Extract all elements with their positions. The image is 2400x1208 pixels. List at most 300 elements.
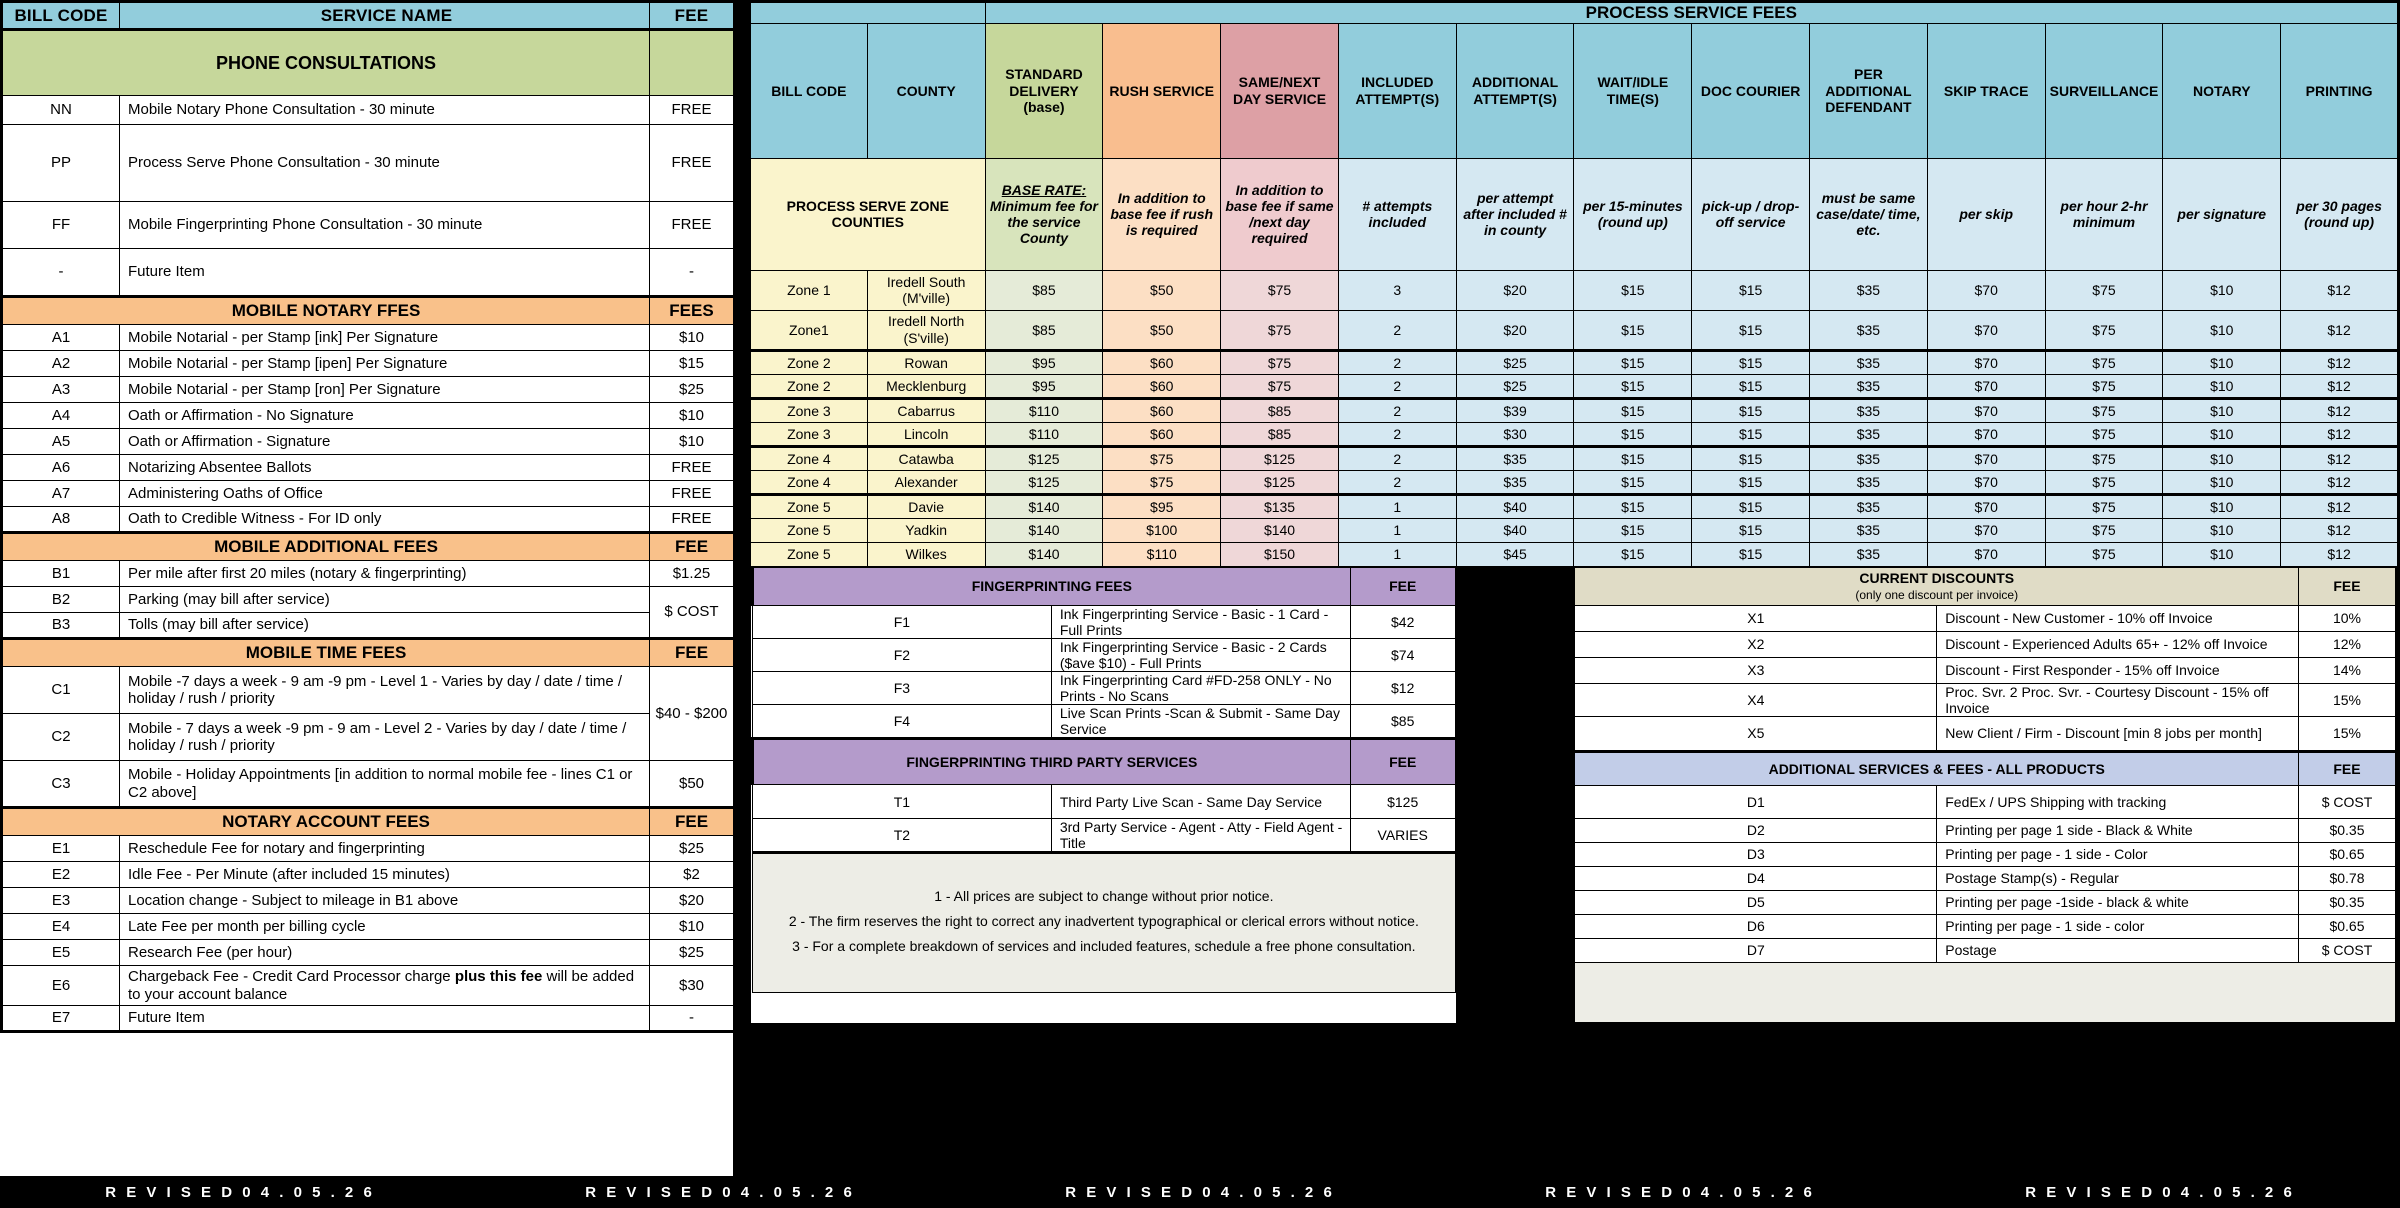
- section-title: PHONE CONSULTATIONS: [2, 30, 650, 96]
- section-header-row: [2, 297, 735, 325]
- zone-standard: $125: [985, 470, 1103, 494]
- row-name: Ink Fingerprinting Service - Basic - 2 Cards ($ave $10) - Full Prints: [1051, 638, 1350, 671]
- row-bill-code: -: [2, 249, 120, 297]
- col-service-name: SERVICE NAME: [120, 2, 650, 30]
- zone-per-defendant: $35: [1810, 398, 1928, 422]
- left-header-row: [2, 2, 735, 30]
- zone-skip-trace: $70: [1927, 470, 2045, 494]
- zone-additional-attempt: $20: [1456, 270, 1574, 310]
- col-header: STANDARD DELIVERY (base): [985, 23, 1103, 158]
- zone-same-next: $125: [1221, 470, 1339, 494]
- col-subheader: per hour 2-hr minimum: [2045, 158, 2163, 270]
- row-fee: $10: [650, 403, 735, 429]
- zone-code: Zone 5: [750, 518, 868, 542]
- zone-row: [750, 310, 2399, 350]
- zone-wait-time: $15: [1574, 310, 1692, 350]
- zone-printing: $12: [2281, 398, 2399, 422]
- left-services-panel: [0, 0, 733, 1176]
- revision-label: R E V I S E D 0 4 . 0 5 . 2 6: [1545, 1183, 1815, 1201]
- additional-service-row: [1575, 818, 2397, 842]
- zone-printing: $12: [2281, 518, 2399, 542]
- col-header: DOC COURIER: [1692, 23, 1810, 158]
- row-service-name: Mobile - 7 days a week -9 pm - 9 am - Level 2 - Varies by day / date / time / holiday / rush / priority: [120, 714, 650, 761]
- row-code: D1: [1575, 785, 1937, 818]
- row-service-name: Future Item: [120, 1006, 650, 1032]
- table-row: [2, 714, 735, 761]
- zone-additional-attempt: $25: [1456, 374, 1574, 398]
- discount-row: [1575, 605, 2397, 631]
- divider: [1456, 566, 1574, 1024]
- col-subheader: per skip: [1927, 158, 2045, 270]
- row-name: Printing per page -1side - black & white: [1937, 890, 2299, 914]
- row-code: F1: [753, 605, 1052, 638]
- table-row: [2, 966, 735, 1006]
- zone-per-defendant: $35: [1810, 350, 1928, 374]
- zone-county: Davie: [867, 494, 985, 518]
- zone-notary: $10: [2163, 310, 2281, 350]
- row-bill-code: E7: [2, 1006, 120, 1032]
- zone-included-attempts: 2: [1338, 422, 1456, 446]
- row-service-name: Future Item: [120, 249, 650, 297]
- row-code: X1: [1575, 605, 1937, 631]
- zone-per-defendant: $35: [1810, 422, 1928, 446]
- row-code: D2: [1575, 818, 1937, 842]
- zone-doc-courier: $15: [1692, 422, 1810, 446]
- zone-printing: $12: [2281, 470, 2399, 494]
- table-row: [2, 888, 735, 914]
- row-name: 3rd Party Service - Agent - Atty - Field Agent - Title: [1051, 819, 1350, 853]
- zone-per-defendant: $35: [1810, 374, 1928, 398]
- row-service-name: Process Serve Phone Consultation - 30 minute: [120, 125, 650, 202]
- row-service-name: Late Fee per month per billing cycle: [120, 914, 650, 940]
- zone-same-next: $125: [1221, 446, 1339, 470]
- row-service-name: Administering Oaths of Office: [120, 481, 650, 507]
- zone-row: [750, 494, 2399, 518]
- row-fee: FREE: [650, 125, 735, 202]
- fingerprinting-fee-label: FEE: [1350, 567, 1455, 605]
- col-subheader: pick-up / drop-off service: [1692, 158, 1810, 270]
- row-name: FedEx / UPS Shipping with tracking: [1937, 785, 2299, 818]
- zone-county: Iredell South (M'ville): [867, 270, 985, 310]
- row-fee: -: [650, 249, 735, 297]
- row-code: D4: [1575, 866, 1937, 890]
- row-fee: $25: [650, 940, 735, 966]
- zone-printing: $12: [2281, 446, 2399, 470]
- zone-printing: $12: [2281, 494, 2399, 518]
- zone-rush: $60: [1103, 422, 1221, 446]
- row-code: F3: [753, 671, 1052, 704]
- zone-skip-trace: $70: [1927, 398, 2045, 422]
- row-bill-code: A5: [2, 429, 120, 455]
- zone-surveillance: $75: [2045, 470, 2163, 494]
- notes-block: [753, 853, 1456, 993]
- zone-rush: $75: [1103, 446, 1221, 470]
- row-name: Live Scan Prints -Scan & Submit - Same Day Service: [1051, 705, 1350, 739]
- row-fee: $0.65: [2299, 914, 2397, 938]
- row-fee: $0.65: [2299, 842, 2397, 866]
- discounts-title: CURRENT DISCOUNTS (only one discount per invoice): [1575, 567, 2299, 605]
- zone-notary: $10: [2163, 494, 2281, 518]
- row-service-name: Tolls (may bill after service): [120, 613, 650, 639]
- zone-doc-courier: $15: [1692, 270, 1810, 310]
- zone-wait-time: $15: [1574, 518, 1692, 542]
- zone-rush: $75: [1103, 470, 1221, 494]
- filler: [1575, 962, 2397, 1022]
- row-service-name: Chargeback Fee - Credit Card Processor charge plus this fee will be added to your account balance: [120, 966, 650, 1006]
- third-party-header: [753, 739, 1456, 785]
- row-name: Printing per page 1 side - Black & White: [1937, 818, 2299, 842]
- additional-service-row: [1575, 866, 2397, 890]
- row-fee: $74: [1350, 638, 1455, 671]
- discount-row: [1575, 631, 2397, 657]
- row-code: D3: [1575, 842, 1937, 866]
- row-fee: $12: [1350, 671, 1455, 704]
- col-subheader: per 15-minutes (round up): [1574, 158, 1692, 270]
- zone-county: Wilkes: [867, 542, 985, 566]
- row-name: Discount - New Customer - 10% off Invoice: [1937, 605, 2299, 631]
- row-service-name: Mobile -7 days a week - 9 am -9 pm - Level 1 - Varies by day / date / time / holiday / rush / priority: [120, 667, 650, 714]
- zone-county: Iredell North (S'ville): [867, 310, 985, 350]
- row-bill-code: B3: [2, 613, 120, 639]
- zone-rush: $60: [1103, 350, 1221, 374]
- zone-code: Zone 3: [750, 422, 868, 446]
- table-row: [2, 202, 735, 249]
- zone-wait-time: $15: [1574, 374, 1692, 398]
- row-name: Third Party Live Scan - Same Day Service: [1051, 785, 1350, 819]
- revision-label: R E V I S E D 0 4 . 0 5 . 2 6: [1065, 1183, 1335, 1201]
- zone-included-attempts: 2: [1338, 374, 1456, 398]
- zone-wait-time: $15: [1574, 350, 1692, 374]
- zone-code: Zone 2: [750, 350, 868, 374]
- zone-skip-trace: $70: [1927, 310, 2045, 350]
- table-row: [2, 455, 735, 481]
- row-fee: 14%: [2299, 657, 2397, 683]
- zone-code: Zone 2: [750, 374, 868, 398]
- lower-left-cell: [750, 566, 1457, 1024]
- zone-surveillance: $75: [2045, 518, 2163, 542]
- zone-included-attempts: 3: [1338, 270, 1456, 310]
- zone-row: [750, 398, 2399, 422]
- zone-doc-courier: $15: [1692, 446, 1810, 470]
- row-code: T2: [753, 819, 1052, 853]
- third-party-row: [753, 785, 1456, 819]
- zone-notary: $10: [2163, 518, 2281, 542]
- left-services-table: [0, 0, 736, 1033]
- fingerprinting-table: [751, 567, 1456, 994]
- column-header-row: [750, 23, 2399, 158]
- zone-skip-trace: $70: [1927, 270, 2045, 310]
- zone-same-next: $75: [1221, 310, 1339, 350]
- zone-skip-trace: $70: [1927, 518, 2045, 542]
- row-code: T1: [753, 785, 1052, 819]
- zone-same-next: $85: [1221, 422, 1339, 446]
- zone-row: [750, 422, 2399, 446]
- zone-surveillance: $75: [2045, 270, 2163, 310]
- zone-notary: $10: [2163, 542, 2281, 566]
- zone-printing: $12: [2281, 542, 2399, 566]
- row-fee: $42: [1350, 605, 1455, 638]
- row-fee: FREE: [650, 455, 735, 481]
- zone-additional-attempt: $30: [1456, 422, 1574, 446]
- zone-wait-time: $15: [1574, 542, 1692, 566]
- zone-included-attempts: 2: [1338, 310, 1456, 350]
- col-header: SKIP TRACE: [1927, 23, 2045, 158]
- zone-row: [750, 518, 2399, 542]
- zone-county: Rowan: [867, 350, 985, 374]
- discount-row: [1575, 716, 2397, 751]
- col-header: SURVEILLANCE: [2045, 23, 2163, 158]
- zone-additional-attempt: $39: [1456, 398, 1574, 422]
- zone-code: Zone 4: [750, 446, 868, 470]
- process-service-table: [748, 0, 2400, 1026]
- process-service-banner: PROCESS SERVICE FEES: [985, 2, 2398, 24]
- zone-included-attempts: 2: [1338, 398, 1456, 422]
- discounts-table: [1574, 567, 2398, 1023]
- zone-standard: $85: [985, 270, 1103, 310]
- row-name: Ink Fingerprinting Card #FD-258 ONLY - No Prints - No Scans: [1051, 671, 1350, 704]
- row-service-name: Mobile Notarial - per Stamp [ron] Per Signature: [120, 377, 650, 403]
- section-header-row: [2, 533, 735, 561]
- row-code: X2: [1575, 631, 1937, 657]
- col-header: INCLUDED ATTEMPT(S): [1338, 23, 1456, 158]
- row-bill-code: B2: [2, 587, 120, 613]
- zone-included-attempts: 1: [1338, 518, 1456, 542]
- zone-doc-courier: $15: [1692, 518, 1810, 542]
- row-fee: $10: [650, 429, 735, 455]
- zone-included-attempts: 2: [1338, 470, 1456, 494]
- section-fee-label: FEE: [650, 808, 735, 836]
- lower-right-cell: [1574, 566, 2399, 1024]
- row-name: Ink Fingerprinting Service - Basic - 1 Card - Full Prints: [1051, 605, 1350, 638]
- zone-skip-trace: $70: [1927, 350, 2045, 374]
- zone-row: [750, 470, 2399, 494]
- row-bill-code: A7: [2, 481, 120, 507]
- zone-rush: $110: [1103, 542, 1221, 566]
- row-fee: $25: [650, 836, 735, 862]
- col-header: WAIT/IDLE TIME(S): [1574, 23, 1692, 158]
- row-fee: $40 - $200: [650, 667, 735, 761]
- table-row: [2, 325, 735, 351]
- zone-county: Mecklenburg: [867, 374, 985, 398]
- zone-surveillance: $75: [2045, 398, 2163, 422]
- row-fee: FREE: [650, 202, 735, 249]
- row-fee: VARIES: [1350, 819, 1455, 853]
- zone-printing: $12: [2281, 350, 2399, 374]
- row-bill-code: A2: [2, 351, 120, 377]
- col-subheader: per attempt after included # in county: [1456, 158, 1574, 270]
- zone-rush: $50: [1103, 310, 1221, 350]
- table-row: [2, 377, 735, 403]
- row-code: D5: [1575, 890, 1937, 914]
- row-fee: $ COST: [2299, 938, 2397, 962]
- col-header: PRINTING: [2281, 23, 2399, 158]
- additional-services-header: [1575, 751, 2397, 785]
- column-subheader-row: [750, 158, 2399, 270]
- zone-same-next: $75: [1221, 270, 1339, 310]
- zone-standard: $140: [985, 542, 1103, 566]
- section-header-row: [2, 30, 735, 96]
- zone-county: Cabarrus: [867, 398, 985, 422]
- zone-doc-courier: $15: [1692, 470, 1810, 494]
- table-row: [2, 587, 735, 613]
- fingerprinting-row: [753, 638, 1456, 671]
- table-row: [2, 96, 735, 125]
- third-party-row: [753, 819, 1456, 853]
- row-fee: $0.35: [2299, 890, 2397, 914]
- zone-skip-trace: $70: [1927, 446, 2045, 470]
- col-header: NOTARY: [2163, 23, 2281, 158]
- additional-service-row: [1575, 785, 2397, 818]
- zone-notary: $10: [2163, 422, 2281, 446]
- zone-printing: $12: [2281, 310, 2399, 350]
- zone-wait-time: $15: [1574, 270, 1692, 310]
- zone-code: Zone 3: [750, 398, 868, 422]
- zone-doc-courier: $15: [1692, 350, 1810, 374]
- row-bill-code: E3: [2, 888, 120, 914]
- zone-rush: $95: [1103, 494, 1221, 518]
- additional-services-fee-label: FEE: [2299, 751, 2397, 785]
- zone-notary: $10: [2163, 470, 2281, 494]
- zone-row: [750, 542, 2399, 566]
- zone-standard: $110: [985, 398, 1103, 422]
- zone-rush: $50: [1103, 270, 1221, 310]
- zone-included-attempts: 2: [1338, 446, 1456, 470]
- zone-wait-time: $15: [1574, 398, 1692, 422]
- zone-same-next: $135: [1221, 494, 1339, 518]
- zone-wait-time: $15: [1574, 494, 1692, 518]
- row-bill-code: A1: [2, 325, 120, 351]
- zone-skip-trace: $70: [1927, 422, 2045, 446]
- row-bill-code: A6: [2, 455, 120, 481]
- table-row: [2, 403, 735, 429]
- discount-row: [1575, 657, 2397, 683]
- section-title: NOTARY ACCOUNT FEES: [2, 808, 650, 836]
- row-fee: $0.35: [2299, 818, 2397, 842]
- row-fee: 15%: [2299, 716, 2397, 751]
- section-fee-label: FEES: [650, 297, 735, 325]
- table-row: [2, 836, 735, 862]
- row-service-name: Location change - Subject to mileage in B1 above: [120, 888, 650, 914]
- row-service-name: Mobile - Holiday Appointments [in addition to normal mobile fee - lines C1 or C2 above]: [120, 761, 650, 808]
- col-subheader: # attempts included: [1338, 158, 1456, 270]
- row-fee: $30: [650, 966, 735, 1006]
- section-header-row: [2, 639, 735, 667]
- row-bill-code: C1: [2, 667, 120, 714]
- row-name: Proc. Svr. 2 Proc. Svr. - Courtesy Discount - 15% off Invoice: [1937, 683, 2299, 716]
- row-name: Postage: [1937, 938, 2299, 962]
- col-header: SAME/NEXT DAY SERVICE: [1221, 23, 1339, 158]
- row-bill-code: E4: [2, 914, 120, 940]
- row-fee: $10: [650, 914, 735, 940]
- zone-same-next: $75: [1221, 350, 1339, 374]
- row-service-name: Mobile Notarial - per Stamp [ipen] Per Signature: [120, 351, 650, 377]
- zone-skip-trace: $70: [1927, 374, 2045, 398]
- zone-row: [750, 374, 2399, 398]
- zone-standard: $85: [985, 310, 1103, 350]
- zone-county: Yadkin: [867, 518, 985, 542]
- row-fee: $ COST: [2299, 785, 2397, 818]
- row-bill-code: E2: [2, 862, 120, 888]
- zone-rush: $60: [1103, 398, 1221, 422]
- fingerprinting-title: FINGERPRINTING FEES: [753, 567, 1351, 605]
- table-row: [2, 351, 735, 377]
- zone-included-attempts: 1: [1338, 494, 1456, 518]
- revision-label: R E V I S E D 0 4 . 0 5 . 2 6: [105, 1183, 375, 1201]
- table-row: [2, 667, 735, 714]
- col-subheader: BASE RATE: Minimum fee for the service County: [985, 158, 1103, 270]
- row-fee: $25: [650, 377, 735, 403]
- additional-service-row: [1575, 890, 2397, 914]
- discount-row: [1575, 683, 2397, 716]
- zone-per-defendant: $35: [1810, 542, 1928, 566]
- row-code: X3: [1575, 657, 1937, 683]
- table-row: [2, 561, 735, 587]
- revision-footer: [0, 1176, 2400, 1208]
- third-party-title: FINGERPRINTING THIRD PARTY SERVICES: [753, 739, 1351, 785]
- row-name: Postage Stamp(s) - Regular: [1937, 866, 2299, 890]
- zone-same-next: $150: [1221, 542, 1339, 566]
- zone-additional-attempt: $40: [1456, 494, 1574, 518]
- row-bill-code: A4: [2, 403, 120, 429]
- right-process-panel: [748, 0, 2400, 1176]
- zone-counties-label: PROCESS SERVE ZONE COUNTIES: [750, 158, 986, 270]
- zone-row: [750, 350, 2399, 374]
- zone-notary: $10: [2163, 446, 2281, 470]
- row-bill-code: C2: [2, 714, 120, 761]
- row-fee: $20: [650, 888, 735, 914]
- table-row: [2, 507, 735, 533]
- additional-service-row: [1575, 842, 2397, 866]
- row-fee: 15%: [2299, 683, 2397, 716]
- revision-label: R E V I S E D 0 4 . 0 5 . 2 6: [2025, 1183, 2295, 1201]
- row-service-name: Oath or Affirmation - Signature: [120, 429, 650, 455]
- fingerprinting-row: [753, 705, 1456, 739]
- zone-standard: $125: [985, 446, 1103, 470]
- zone-notary: $10: [2163, 398, 2281, 422]
- col-header: COUNTY: [867, 23, 985, 158]
- discounts-fee-label: FEE: [2299, 567, 2397, 605]
- row-bill-code: E6: [2, 966, 120, 1006]
- table-row: [2, 1006, 735, 1032]
- row-code: F2: [753, 638, 1052, 671]
- row-fee: $10: [650, 325, 735, 351]
- section-fee-label: FEE: [650, 639, 735, 667]
- row-bill-code: E5: [2, 940, 120, 966]
- row-code: D7: [1575, 938, 1937, 962]
- notes-row: [753, 853, 1456, 993]
- col-subheader: In addition to base fee if rush is required: [1103, 158, 1221, 270]
- process-banner-row: [750, 2, 2399, 24]
- row-fee: $0.78: [2299, 866, 2397, 890]
- col-subheader: In addition to base fee if same /next day required: [1221, 158, 1339, 270]
- row-fee: $85: [1350, 705, 1455, 739]
- zone-surveillance: $75: [2045, 542, 2163, 566]
- lower-composite-row: [750, 566, 2399, 1024]
- row-name: Printing per page - 1 side - color: [1937, 914, 2299, 938]
- row-bill-code: B1: [2, 561, 120, 587]
- zone-doc-courier: $15: [1692, 310, 1810, 350]
- row-bill-code: PP: [2, 125, 120, 202]
- zone-row: [750, 270, 2399, 310]
- fingerprinting-header: [753, 567, 1456, 605]
- table-row: [2, 429, 735, 455]
- zone-per-defendant: $35: [1810, 310, 1928, 350]
- zone-standard: $140: [985, 494, 1103, 518]
- zone-additional-attempt: $35: [1456, 470, 1574, 494]
- zone-wait-time: $15: [1574, 470, 1692, 494]
- zone-standard: $110: [985, 422, 1103, 446]
- zone-code: Zone 5: [750, 494, 868, 518]
